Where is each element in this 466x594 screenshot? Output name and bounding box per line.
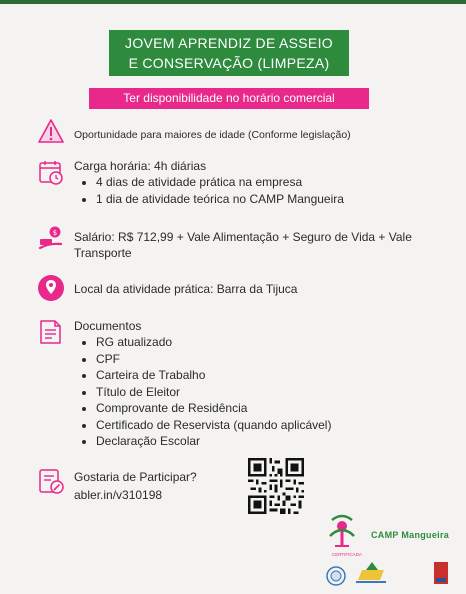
schedule-list	[74, 174, 344, 207]
documents-list	[74, 334, 331, 450]
camp-mangueira-logo	[330, 516, 354, 546]
salary-line-2: Transporte	[74, 246, 132, 260]
documents-text	[74, 318, 331, 450]
salary-row	[37, 224, 412, 261]
list-item: • Comprovante de Residência	[96, 400, 331, 417]
apply-link[interactable]: abler.in/v310198	[74, 488, 163, 502]
cebas-logo	[356, 562, 386, 582]
location-text: Local da atividade prática: Barra da Tijuca	[74, 282, 298, 296]
location-pin-icon	[37, 274, 65, 302]
svg-text:$: $	[52, 229, 58, 237]
list-item: • 1 dia de atividade teórica no CAMP Mangueira	[96, 191, 344, 208]
documents-row	[37, 318, 331, 450]
documents-heading: Documentos	[74, 319, 142, 333]
list-item: • RG atualizado	[96, 334, 331, 351]
salary-line-1: Salário: R$ 712,99 + Vale Alimentação + Seguro de Vida + Vale	[74, 230, 412, 244]
list-item: • Declaração Escolar	[96, 433, 331, 450]
qr-code[interactable]	[248, 458, 304, 514]
list-item: • Certificado de Reservista (quando aplicável)	[96, 417, 331, 434]
certificada-label: CERTIFICADA	[332, 552, 362, 557]
list-item: • Carteira de Trabalho	[96, 367, 331, 384]
age-requirement-row	[37, 117, 351, 145]
money-hand-icon	[37, 224, 65, 252]
list-item: • CPF	[96, 351, 331, 368]
job-title-line-1: JOVEM APRENDIZ DE ASSEIO	[125, 35, 333, 51]
great-place-to-work-badge	[434, 562, 448, 584]
apply-text	[74, 469, 197, 503]
age-requirement-text: Oportunidade para maiores de idade (Conforme legislação)	[74, 129, 351, 141]
form-pen-icon	[37, 467, 65, 495]
apply-question: Gostaria de Participar?	[74, 470, 197, 484]
location-row	[37, 274, 297, 302]
schedule-heading: Carga horária: 4h diárias	[74, 159, 207, 173]
document-list-icon	[37, 318, 65, 346]
list-item: • 4 dias de atividade prática na empresa	[96, 174, 344, 191]
list-item: • Título de Eleitor	[96, 384, 331, 401]
certification-seal-icon	[327, 567, 345, 585]
schedule-row	[37, 158, 344, 207]
camp-mangueira-wordmark: CAMP Mangueira	[371, 530, 450, 540]
job-title-line-2: E CONSERVAÇÃO (LIMPEZA)	[128, 55, 330, 71]
top-border	[0, 0, 466, 4]
salary-text	[74, 229, 412, 261]
availability-banner: Ter disponibilidade no horário comercial	[89, 88, 369, 109]
calendar-clock-icon	[37, 158, 65, 186]
schedule-text	[74, 158, 344, 207]
warning-icon	[37, 117, 65, 145]
apply-row	[37, 467, 197, 503]
job-title	[109, 30, 349, 76]
partner-logos	[322, 508, 466, 594]
